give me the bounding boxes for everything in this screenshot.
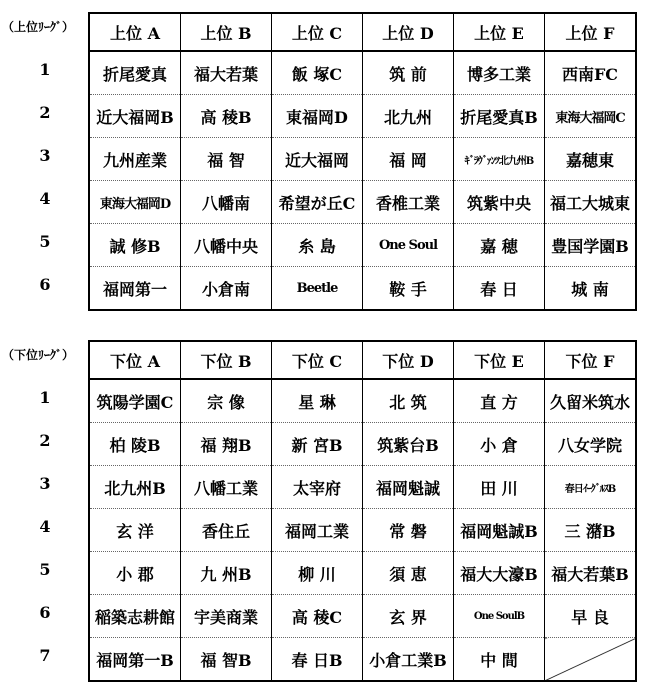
team-cell: 福岡第一 [89, 267, 181, 311]
team-cell: 鞍 手 [363, 267, 454, 311]
upper-header-f: 上位 F [545, 13, 637, 51]
team-cell: 春 日B [272, 638, 363, 682]
team-cell: 福 岡 [363, 138, 454, 181]
team-cell: 香住丘 [181, 509, 272, 552]
team-cell: 東海大福岡D [89, 181, 181, 224]
team-cell: 近大福岡 [272, 138, 363, 181]
team-cell: 嘉 穂 [454, 224, 545, 267]
row-number: 3 [39, 474, 51, 493]
table-row [89, 51, 636, 95]
team-cell: 小倉工業B [363, 638, 454, 682]
team-cell: 筑 前 [363, 51, 454, 95]
team-cell: 近大福岡B [89, 95, 181, 138]
team-cell: 希望が丘C [272, 181, 363, 224]
team-cell: 北 筑 [363, 379, 454, 423]
lower-league-label: （下位ﾘｰｸﾞ） [2, 348, 75, 362]
team-cell: 筑紫台B [363, 423, 454, 466]
team-cell: 三 潴B [545, 509, 637, 552]
team-cell: 城 南 [545, 267, 637, 311]
team-cell: 玄 洋 [89, 509, 181, 552]
team-cell: 小 郡 [89, 552, 181, 595]
team-cell: 西南FC [545, 51, 637, 95]
team-cell: 香椎工業 [363, 181, 454, 224]
upper-league-label: （上位ﾘｰｸﾞ） [2, 20, 75, 34]
table-row [89, 224, 636, 267]
team-cell: 稲築志耕館 [89, 595, 181, 638]
team-cell: 宇美商業 [181, 595, 272, 638]
lower-header-c: 下位 C [272, 341, 363, 379]
empty-cell [545, 638, 637, 682]
team-cell: One SoulB [454, 595, 545, 638]
team-cell: 折尾愛真B [454, 95, 545, 138]
team-cell: 福大若葉B [545, 552, 637, 595]
team-cell: One Soul [363, 224, 454, 267]
team-cell: 須 恵 [363, 552, 454, 595]
table-row [89, 138, 636, 181]
team-cell: 福岡工業 [272, 509, 363, 552]
upper-header-row [89, 13, 636, 51]
team-cell: 博多工業 [454, 51, 545, 95]
team-cell: 常 磐 [363, 509, 454, 552]
team-cell: 九州産業 [89, 138, 181, 181]
row-number: 1 [39, 388, 51, 407]
team-cell: 福工大城東 [545, 181, 637, 224]
team-cell: 東福岡D [272, 95, 363, 138]
upper-header-e: 上位 E [454, 13, 545, 51]
team-cell: 飯 塚C [272, 51, 363, 95]
team-cell: 中 間 [454, 638, 545, 682]
row-number: 6 [39, 603, 51, 622]
team-cell: 高 稜C [272, 595, 363, 638]
team-cell: 早 良 [545, 595, 637, 638]
lower-header-b: 下位 B [181, 341, 272, 379]
table-row [89, 379, 636, 423]
upper-header-c: 上位 C [272, 13, 363, 51]
table-row [89, 552, 636, 595]
team-cell: 星 琳 [272, 379, 363, 423]
team-cell: 筑陽学園C [89, 379, 181, 423]
team-cell: 玄 界 [363, 595, 454, 638]
table-row [89, 95, 636, 138]
lower-header-d: 下位 D [363, 341, 454, 379]
team-cell: 久留米筑水 [545, 379, 637, 423]
upper-header-a: 上位 A [89, 13, 181, 51]
team-cell: 福 智 [181, 138, 272, 181]
row-number: 1 [39, 60, 51, 79]
lower-league-table [88, 340, 637, 682]
row-number: 7 [39, 646, 51, 665]
upper-header-b: 上位 B [181, 13, 272, 51]
table-row [89, 181, 636, 224]
team-cell: 宗 像 [181, 379, 272, 423]
upper-header-d: 上位 D [363, 13, 454, 51]
team-cell: 春 日 [454, 267, 545, 311]
team-cell: 柏 陵B [89, 423, 181, 466]
lower-header-f: 下位 F [545, 341, 637, 379]
team-cell: 小倉南 [181, 267, 272, 311]
team-cell: 豊国学園B [545, 224, 637, 267]
team-cell: 福岡魁誠 [363, 466, 454, 509]
team-cell: 太宰府 [272, 466, 363, 509]
team-cell: 新 宮B [272, 423, 363, 466]
team-cell: 福大大濠B [454, 552, 545, 595]
lower-header-e: 下位 E [454, 341, 545, 379]
team-cell: 八幡中央 [181, 224, 272, 267]
row-number: 4 [39, 517, 51, 536]
team-cell: 八女学院 [545, 423, 637, 466]
team-cell: 八幡南 [181, 181, 272, 224]
row-number: 2 [39, 431, 51, 450]
team-cell: 嘉穂東 [545, 138, 637, 181]
row-number: 6 [39, 275, 51, 294]
team-cell: Beetle [272, 267, 363, 311]
team-cell: 福 智B [181, 638, 272, 682]
table-row [89, 509, 636, 552]
team-cell: 筑紫中央 [454, 181, 545, 224]
team-cell: 高 稜B [181, 95, 272, 138]
team-cell: ｷﾞﾗｳﾞｧﾝﾂ北九州B [454, 138, 545, 181]
team-cell: 小 倉 [454, 423, 545, 466]
row-number: 3 [39, 146, 51, 165]
table-row [89, 267, 636, 311]
table-row [89, 423, 636, 466]
row-number: 4 [39, 189, 51, 208]
team-cell: 北九州B [89, 466, 181, 509]
team-cell: 誠 修B [89, 224, 181, 267]
row-number: 2 [39, 103, 51, 122]
team-cell: 田 川 [454, 466, 545, 509]
table-row [89, 466, 636, 509]
team-cell: 福岡第一B [89, 638, 181, 682]
table-row [89, 595, 636, 638]
table-row [89, 638, 636, 682]
team-cell: 福 翔B [181, 423, 272, 466]
team-cell: 春日ｲｰｸﾞﾙｽB [545, 466, 637, 509]
team-cell: 柳 川 [272, 552, 363, 595]
lower-header-a: 下位 A [89, 341, 181, 379]
team-cell: 九 州B [181, 552, 272, 595]
row-number: 5 [39, 232, 51, 251]
upper-league-table [88, 12, 637, 311]
team-cell: 直 方 [454, 379, 545, 423]
team-cell: 折尾愛真 [89, 51, 181, 95]
team-cell: 東海大福岡C [545, 95, 637, 138]
team-cell: 北九州 [363, 95, 454, 138]
row-number: 5 [39, 560, 51, 579]
team-cell: 福岡魁誠B [454, 509, 545, 552]
team-cell: 糸 島 [272, 224, 363, 267]
team-cell: 福大若葉 [181, 51, 272, 95]
lower-header-row [89, 341, 636, 379]
team-cell: 八幡工業 [181, 466, 272, 509]
